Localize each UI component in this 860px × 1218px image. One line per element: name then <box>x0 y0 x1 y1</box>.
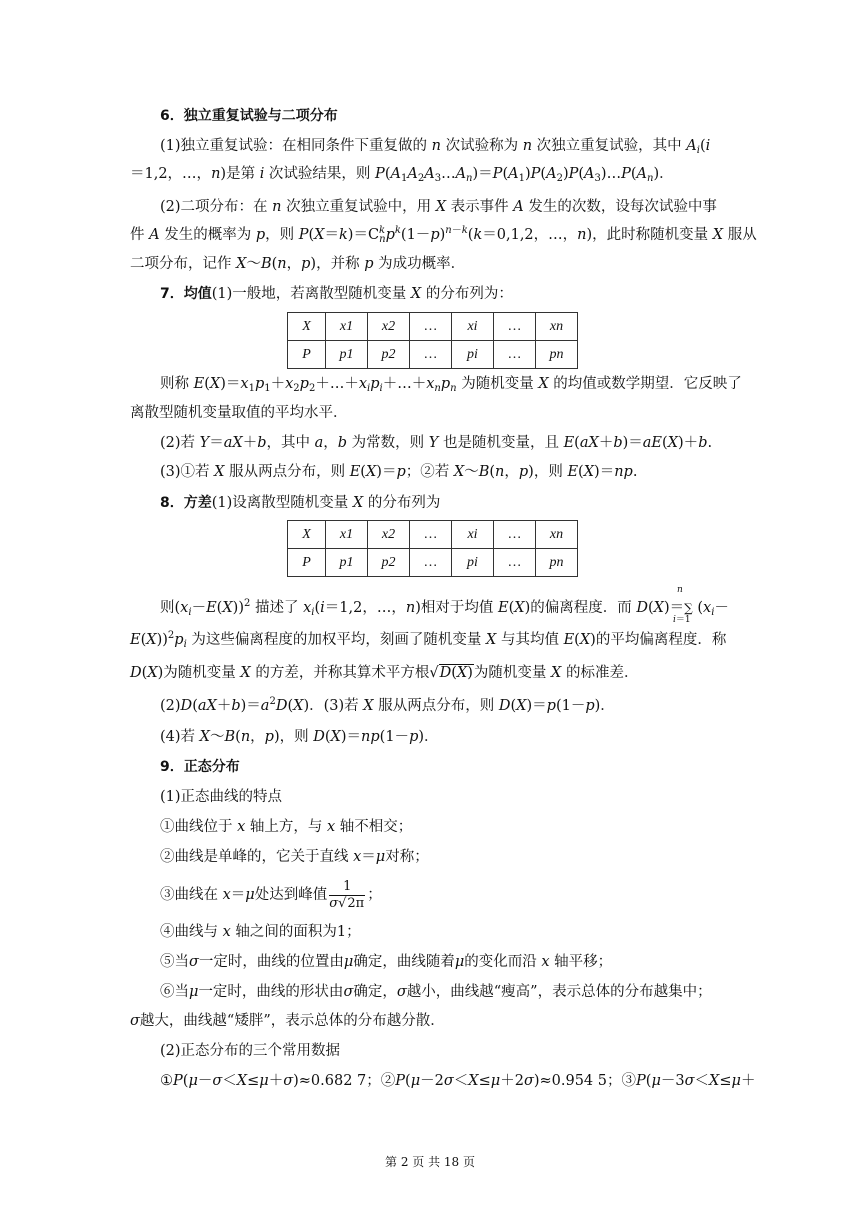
table-cell: … <box>410 313 452 341</box>
paragraph-line: 件 A 发生的概率为 p，则 $P(X=k)=C^k_np^k(1-p)^{n-k}(k=0,1,2$，…，n)，此时称随机变量 X 服从 <box>130 225 757 245</box>
table-cell: … <box>494 341 536 369</box>
table-cell: … <box>494 313 536 341</box>
section-9-title: 9．正态分布 <box>160 759 240 775</box>
table-cell: pn <box>536 549 578 577</box>
table-cell: p1 <box>326 549 368 577</box>
paragraph-line: 二项分布，记作 X～B(n，p)，并称 p 为成功概率． <box>130 256 466 272</box>
section-8-title: 8．方差 <box>160 495 212 511</box>
paragraph-line: (2)二项分布：在 n 次独立重复试验中，用 X 表示事件 A 发生的次数，设每次试验中事 <box>160 199 717 215</box>
paragraph-line: ＝1,2，…，n)是第 i 次试验结果，则 $P(A_1A_2A_3\dots A_n)=P(A_1)P(A_2)P(A_3)\dots P(A_n)$． <box>130 166 674 184</box>
table-cell: … <box>410 521 452 549</box>
table-cell: … <box>410 341 452 369</box>
table-cell: … <box>494 521 536 549</box>
paragraph-line: ④曲线与 x 轴之间的面积为1； <box>160 924 361 940</box>
paragraph-line: ①曲线位于 x 轴上方，与 x 轴不相交； <box>160 819 413 835</box>
table-cell: X <box>288 521 326 549</box>
table-row <box>288 313 578 341</box>
paragraph-line: 8．方差(1)设离散型随机变量 X 的分布列为 <box>160 495 441 511</box>
table-cell: x2 <box>368 313 410 341</box>
paragraph-line: (3)①若 X 服从两点分布，则 E(X)＝p；②若 X～B(n，p)，则 E(X)＝np. <box>160 464 638 480</box>
table-cell: xn <box>536 521 578 549</box>
paragraph-line: ②曲线是单峰的，它关于直线 x＝μ对称； <box>160 849 429 865</box>
paragraph-line: $E(X))^2p_i$ 为这些偏离程度的加权平均，刻画了随机变量 X 与其均值 E(X)的平均偏离程度．称 <box>130 630 727 650</box>
page-footer: 第 2 页 共 18 页 <box>385 1155 475 1169</box>
table-row <box>288 521 578 549</box>
table-cell: P <box>288 341 326 369</box>
paragraph-line: ⑥当μ一定时，曲线的形状由σ确定，σ越小，曲线越“瘦高”，表示总体的分布越集中； <box>160 984 712 1000</box>
table-cell: p1 <box>326 341 368 369</box>
paragraph-line: (1)独立重复试验：在相同条件下重复做的 n 次试验称为 n 次独立重复试验，其中 $A_i(i$ <box>160 138 711 156</box>
paragraph-line: (4)若 X～B(n，p)，则 D(X)＝np(1－p)． <box>160 729 439 745</box>
table-cell: … <box>494 549 536 577</box>
table-cell: xn <box>536 313 578 341</box>
paragraph-line: (2)正态分布的三个常用数据 <box>160 1043 341 1059</box>
table-cell: p2 <box>368 341 410 369</box>
paragraph-line: 则$(x_i-E(X))^2$ 描述了 $x_i(i=1,2$，…，n)相对于均值 E(X)的偏离程度．而 D(X)＝∑ ($x_i-$ <box>160 598 729 618</box>
distribution-table-variance <box>287 520 578 577</box>
paragraph-line: ①P(μ－σ＜X≤μ＋σ)≈0.682 7；②P(μ－2σ＜X≤μ＋2σ)≈0.954 5；③P(μ－3σ＜X≤μ＋ <box>160 1073 756 1089</box>
table-cell: pn <box>536 341 578 369</box>
sum-lower-limit: i＝1 <box>673 615 691 625</box>
table-row <box>288 549 578 577</box>
paragraph-line: 7．均值(1)一般地，若离散型随机变量 X 的分布列为： <box>160 286 513 302</box>
peak-fraction: $\frac{1}{\sigma√2\pi}$ <box>329 878 365 911</box>
paragraph-line: $(2)D(aX+b)=a^2D(X)$．(3)若 X 服从两点分布，则 D(X)＝p(1－p)． <box>160 696 615 714</box>
table-cell: p2 <box>368 549 410 577</box>
table-cell: … <box>410 549 452 577</box>
distribution-table-mean <box>287 312 578 369</box>
table-cell: xi <box>452 313 494 341</box>
table-cell: xi <box>452 521 494 549</box>
table-cell: x1 <box>326 313 368 341</box>
paragraph-line: ③曲线在 x＝μ处达到峰值 $\frac{1}{\sigma√2\pi}$ ； <box>160 878 382 911</box>
table-cell: x2 <box>368 521 410 549</box>
table-row <box>288 341 578 369</box>
paragraph-line: 则称 $E(X)=x_1p_1+x_2p_2+\dots+x_ip_i+\dots+x_np_n$ 为随机变量 X 的均值或数学期望．它反映了 <box>160 376 742 394</box>
paragraph-line: σ越大，曲线越“矮胖”，表示总体的分布越分散． <box>130 1013 445 1029</box>
table-cell: pi <box>452 549 494 577</box>
table-cell: x1 <box>326 521 368 549</box>
paragraph-line: (2)若 Y＝aX＋b，其中 a，b 为常数，则 Y 也是随机变量，且 E(aX＋b)＝aE(X)＋b. <box>160 435 713 451</box>
paragraph-line: (1)正态曲线的特点 <box>160 789 283 805</box>
section-6-title: 6．独立重复试验与二项分布 <box>160 108 338 124</box>
paragraph-line: ⑤当σ一定时，曲线的位置由μ确定，曲线随着μ的变化而沿 x 轴平移； <box>160 954 613 970</box>
table-cell: X <box>288 313 326 341</box>
section-7-title: 7．均值 <box>160 286 212 302</box>
table-cell: P <box>288 549 326 577</box>
paragraph-line: 离散型随机变量取值的平均水平． <box>130 405 348 421</box>
sum-upper-limit: n <box>677 585 683 595</box>
table-cell: pi <box>452 341 494 369</box>
paragraph-line: D(X)为随机变量 X 的方差，并称其算术平方根√D(X)为随机变量 X 的标准差． <box>130 665 639 681</box>
